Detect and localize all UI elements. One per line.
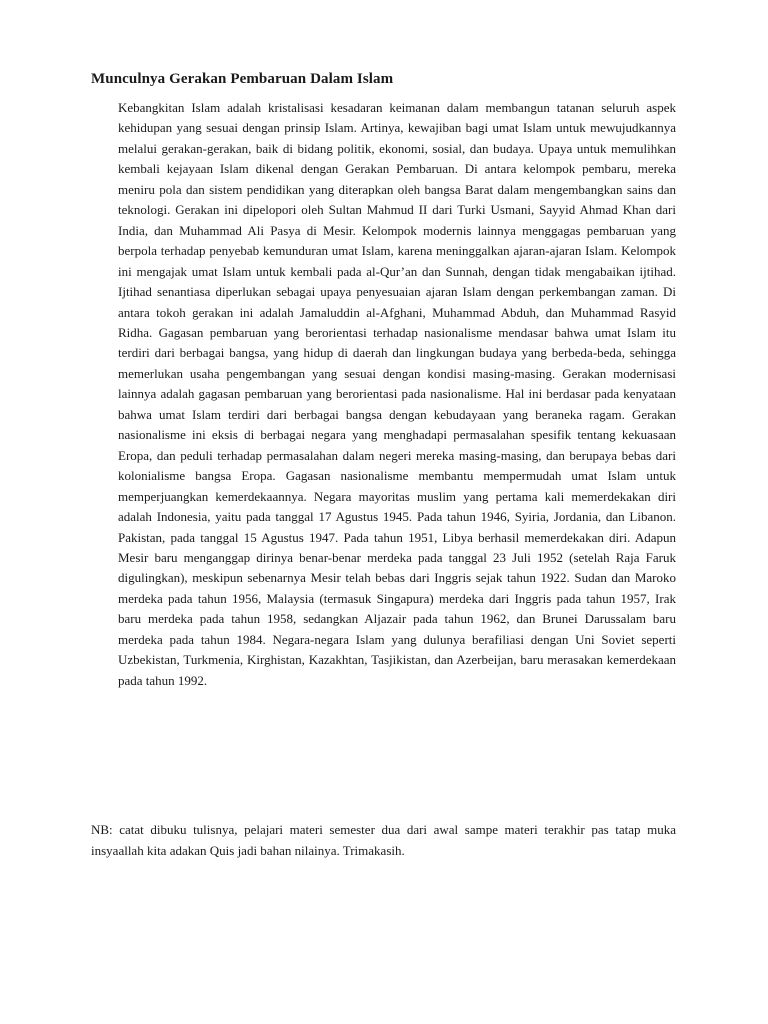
body-paragraph: Kebangkitan Islam adalah kristalisasi kesadaran keimanan dalam membangun tatanan seluruh aspek kehidupan yang sesuai dengan prinsip Islam. Artinya, kewajiban bagi umat Islam untuk mewujudkannya melalui gerakan-gerakan, baik di bidang politik, ekonomi, sosial, dan budaya. Upaya untuk memulihkan kembali kejayaan Islam dikenal dengan Gerakan Pembaruan. Di antara kelompok pembaru, mereka meniru pola dan sistem pendidikan yang diterapkan oleh bangsa Barat dalam mengembangkan sains dan teknologi. Gerakan ini dipelopori oleh Sultan Mahmud II dari Turki Usmani, Sayyid Ahmad Khan dari India, dan Muhammad Ali Pasya di Mesir. Kelompok modernis lainnya menggagas pembaruan yang berpola terhadap penyebab kemunduran umat Islam, karena meninggalkan ajaran-ajaran Islam. Kelompok ini mengajak umat Islam untuk kembali pada al-Qur’an dan Sunnah, dengan tidak mengabaikan ijtihad. Ijtihad senantiasa diperlukan sebagai upaya penyesuaian ajaran Islam dengan perkembangan zaman. Di antara tokoh gerakan ini adalah Jamaluddin al-Afghani, Muhammad Abduh, dan Muhammad Rasyid Ridha. Gagasan pembaruan yang berorientasi terhadap nasionalisme mendasar bahwa umat Islam itu terdiri dari berbagai bangsa, yang hidup di daerah dan lingkungan budaya yang berbeda-beda, sehingga memerlukan usaha pengembangan yang sesuai dengan kondisi masing-masing. Gerakan modernisasi lainnya adalah gagasan pembaruan yang berorientasi pada nasionalisme. Hal ini berdasar pada kenyataan bahwa umat Islam terdiri dari berbagai bangsa dengan kebudayaan yang beraneka ragam. Gerakan nasionalisme ini eksis di berbagai negara yang menghadapi permasalahan spesifik tentang kekuasaan Eropa, dan peduli terhadap permasalahan dalam negeri mereka masing-masing, dan berupaya bebas dari kolonialisme bangsa Eropa. Gagasan nasionalisme membantu mempermudah umat Islam untuk memperjuangkan kemerdekaannya. Negara mayoritas muslim yang pertama kali memerdekakan diri adalah Indonesia, yaitu pada tanggal 17 Agustus 1945. Pada tahun 1946, Syiria, Jordania, dan Libanon. Pakistan, pada tanggal 15 Agustus 1947. Pada tahun 1951, Libya berhasil memerdekakan diri. Adapun Mesir baru menganggap dirinya benar-benar merdeka pada tanggal 23 Juli 1952 (setelah Raja Faruk digulingkan), meskipun sebenarnya Mesir telah bebas dari Inggris sejak tahun 1922. Sudan dan Maroko merdeka pada tahun 1956, Malaysia (termasuk Singapura) merdeka dari Inggris pada tahun 1957, Irak baru merdeka pada tahun 1958, sedangkan Aljazair pada tahun 1962, dan Brunei Darussalam baru merdeka pada tahun 1984. Negara-negara Islam yang dulunya berafiliasi dengan Uni Soviet seperti Uzbekistan, Turkmenia, Kirghistan, Kazakhtan, Tasjikistan, dan Azerbeijan, baru merasakan kemerdekaan pada tahun 1992. bbox=[118, 100, 676, 688]
document-title: Munculnya Gerakan Pembaruan Dalam Islam bbox=[91, 71, 394, 87]
note-paragraph: NB: catat dibuku tulisnya, pelajari materi semester dua dari awal sampe materi terakhir pas tatap muka insyaallah kita adakan Quis jadi bahan nilainya. Trimakasih. bbox=[91, 822, 676, 858]
